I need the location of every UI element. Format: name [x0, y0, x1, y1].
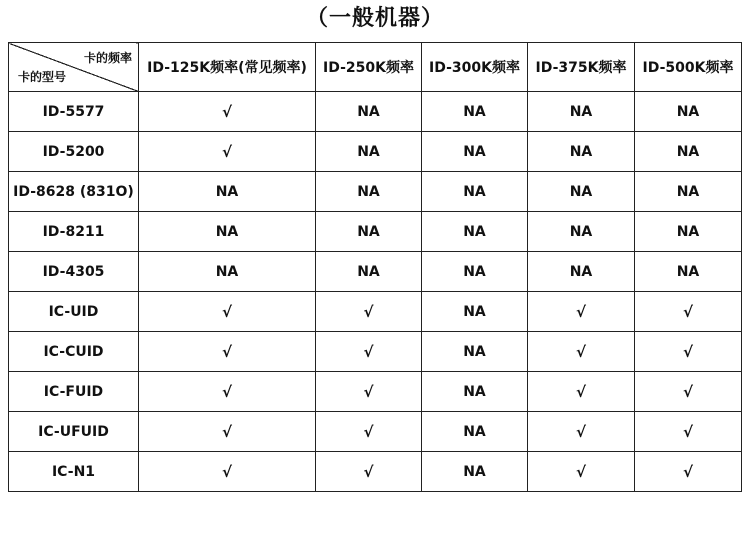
card-model-cell: ID-8628 (831O)	[9, 172, 139, 212]
support-cell: NA	[139, 252, 316, 292]
table-row	[9, 412, 742, 452]
support-cell: NA	[422, 132, 528, 172]
support-cell: NA	[635, 132, 742, 172]
column-header: ID-250K频率	[316, 43, 422, 92]
table-row	[9, 172, 742, 212]
corner-header-cell	[9, 43, 139, 92]
card-model-cell: IC-UFUID	[9, 412, 139, 452]
support-cell: √	[528, 332, 635, 372]
table-row	[9, 372, 742, 412]
support-cell: NA	[316, 212, 422, 252]
table-row	[9, 92, 742, 132]
support-cell: √	[635, 332, 742, 372]
support-cell: √	[139, 292, 316, 332]
card-model-cell: ID-5200	[9, 132, 139, 172]
frequency-table	[8, 42, 742, 492]
support-cell: NA	[635, 172, 742, 212]
support-cell: NA	[422, 172, 528, 212]
support-cell: NA	[528, 172, 635, 212]
support-cell: NA	[635, 252, 742, 292]
support-cell: √	[139, 92, 316, 132]
support-cell: NA	[528, 252, 635, 292]
support-cell: √	[635, 372, 742, 412]
support-cell: NA	[635, 92, 742, 132]
support-cell: √	[528, 412, 635, 452]
support-cell: √	[316, 412, 422, 452]
table-row	[9, 252, 742, 292]
support-cell: NA	[422, 412, 528, 452]
table-row	[9, 292, 742, 332]
support-cell: NA	[422, 372, 528, 412]
column-header: ID-125K频率(常见频率)	[139, 43, 316, 92]
card-model-cell: IC-FUID	[9, 372, 139, 412]
support-cell: √	[139, 452, 316, 492]
support-cell: NA	[316, 172, 422, 212]
card-model-cell: ID-5577	[9, 92, 139, 132]
corner-model-label: 卡的型号	[18, 70, 67, 84]
support-cell: NA	[316, 92, 422, 132]
support-cell: √	[139, 372, 316, 412]
corner-frequency-label: 卡的频率	[83, 51, 132, 65]
support-cell: NA	[528, 212, 635, 252]
support-cell: NA	[422, 452, 528, 492]
header-row	[9, 43, 742, 92]
support-cell: √	[528, 292, 635, 332]
support-cell: NA	[316, 252, 422, 292]
support-cell: √	[139, 332, 316, 372]
support-cell: √	[139, 132, 316, 172]
support-cell: NA	[422, 292, 528, 332]
support-cell: NA	[422, 332, 528, 372]
support-cell: NA	[139, 172, 316, 212]
column-header: ID-375K频率	[528, 43, 635, 92]
support-cell: NA	[316, 132, 422, 172]
support-cell: NA	[422, 92, 528, 132]
support-cell: √	[528, 372, 635, 412]
support-cell: NA	[635, 212, 742, 252]
support-cell: √	[635, 292, 742, 332]
table-row	[9, 452, 742, 492]
table-row	[9, 212, 742, 252]
support-cell: NA	[139, 212, 316, 252]
support-cell: NA	[422, 252, 528, 292]
support-cell: √	[316, 332, 422, 372]
support-cell: √	[528, 452, 635, 492]
table-row	[9, 332, 742, 372]
support-cell: √	[316, 292, 422, 332]
column-header: ID-500K频率	[635, 43, 742, 92]
support-cell: NA	[422, 212, 528, 252]
card-model-cell: IC-UID	[9, 292, 139, 332]
card-model-cell: ID-4305	[9, 252, 139, 292]
support-cell: √	[316, 372, 422, 412]
support-cell: √	[139, 412, 316, 452]
support-cell: √	[316, 452, 422, 492]
support-cell: √	[635, 452, 742, 492]
card-model-cell: IC-N1	[9, 452, 139, 492]
card-model-cell: ID-8211	[9, 212, 139, 252]
support-cell: NA	[528, 92, 635, 132]
column-header: ID-300K频率	[422, 43, 528, 92]
page-title: （一般机器）	[305, 6, 444, 31]
support-cell: √	[635, 412, 742, 452]
table-row	[9, 132, 742, 172]
support-cell: NA	[528, 132, 635, 172]
card-model-cell: IC-CUID	[9, 332, 139, 372]
